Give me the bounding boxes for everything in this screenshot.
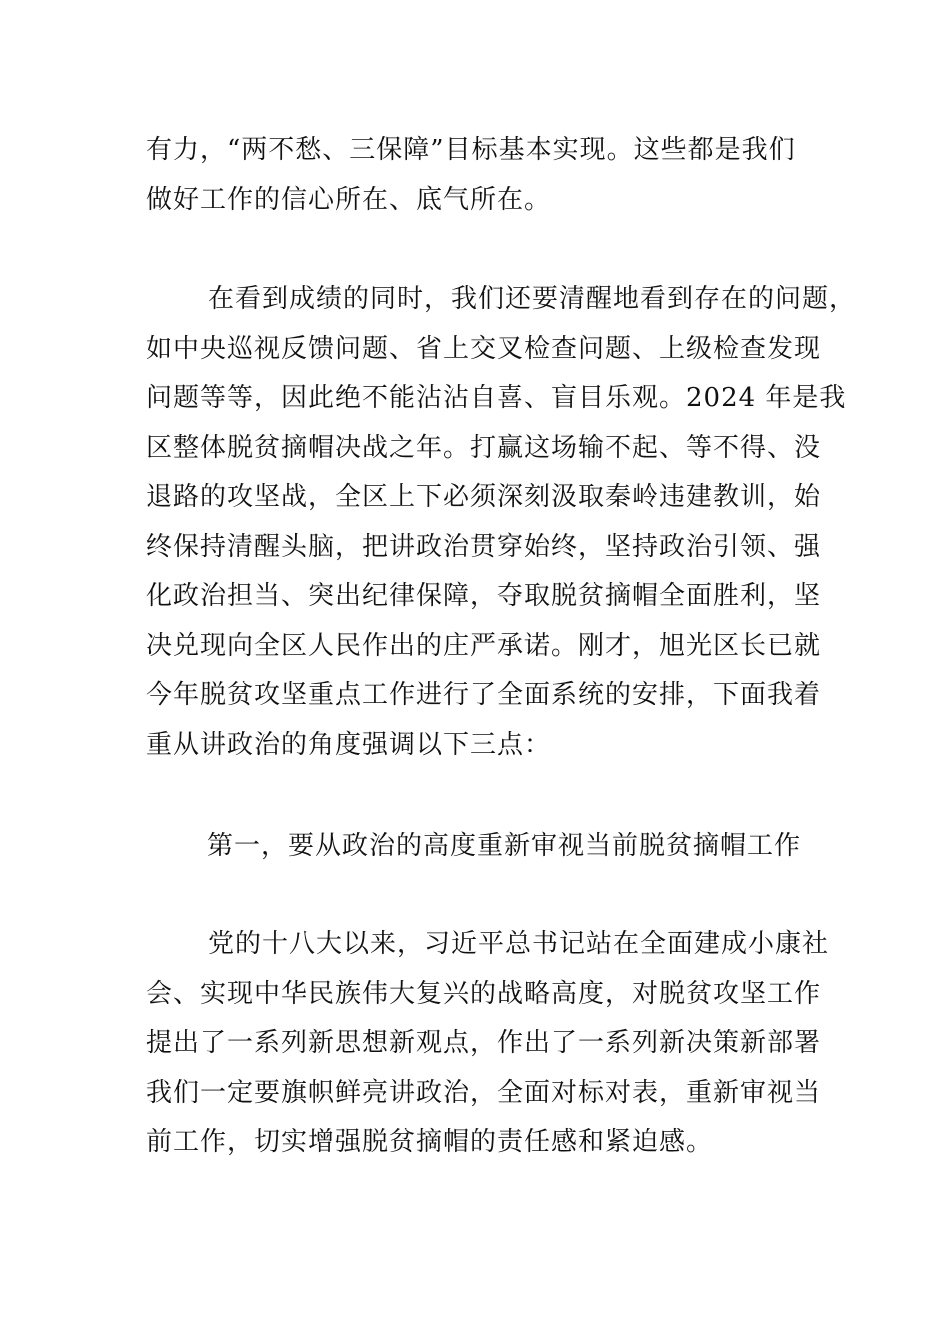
paragraph-1 bbox=[146, 126, 796, 225]
text-line: 化政治担当、突出纪律保障，夺取脱贫摘帽全面胜利，坚 bbox=[146, 581, 822, 611]
section-heading: 第一，要从政治的高度重新审视当前脱贫摘帽工作 bbox=[207, 831, 802, 861]
paragraph-2 bbox=[146, 275, 856, 770]
text-line: 区整体脱贫摘帽决战之年。打赢这场输不起、等不得、没 bbox=[146, 432, 822, 463]
text-line: 我们一定要旗帜鲜亮讲政治，全面对标对表，重新审视当 bbox=[146, 1077, 822, 1108]
text-line: 前工作，切实增强脱贫摘帽的责任感和紧迫感。 bbox=[146, 1127, 714, 1157]
text-line: 如中央巡视反馈问题、省上交叉检查问题、上级检查发现 bbox=[146, 333, 822, 364]
text-line: 终保持清醒头脑，把讲政治贯穿始终，坚持政治引领、强 bbox=[146, 531, 822, 562]
text-line: 有力，“两不愁、三保障”目标基本实现。这些都是我们 bbox=[146, 135, 796, 165]
text-line: 重从讲政治的角度强调以下三点： bbox=[146, 729, 552, 760]
text-line: 今年脱贫攻坚重点工作进行了全面系统的安排，下面我着 bbox=[146, 680, 822, 710]
text-line: 党的十八大以来，习近平总书记站在全面建成小康社 bbox=[208, 929, 830, 959]
text-line: 在看到成绩的同时，我们还要清醒地看到存在的问题， bbox=[208, 284, 857, 314]
text-line: 会、实现中华民族伟大复兴的战略高度，对脱贫攻坚工作 bbox=[146, 978, 822, 1009]
text-line: 提出了一系列新思想新观点，作出了一系列新决策新部署 bbox=[146, 1028, 822, 1058]
text-line: 做好工作的信心所在、底气所在。 bbox=[146, 184, 552, 215]
text-line: 退路的攻坚战，全区上下必须深刻汲取秦岭违建教训，始 bbox=[146, 482, 822, 512]
text-line: 问题等等，因此绝不能沾沾自喜、盲目乐观。2024 年是我 bbox=[146, 383, 847, 413]
text-line: 决兑现向全区人民作出的庄严承诺。刚才，旭光区长已就 bbox=[146, 630, 822, 661]
paragraph-3 bbox=[146, 920, 829, 1168]
